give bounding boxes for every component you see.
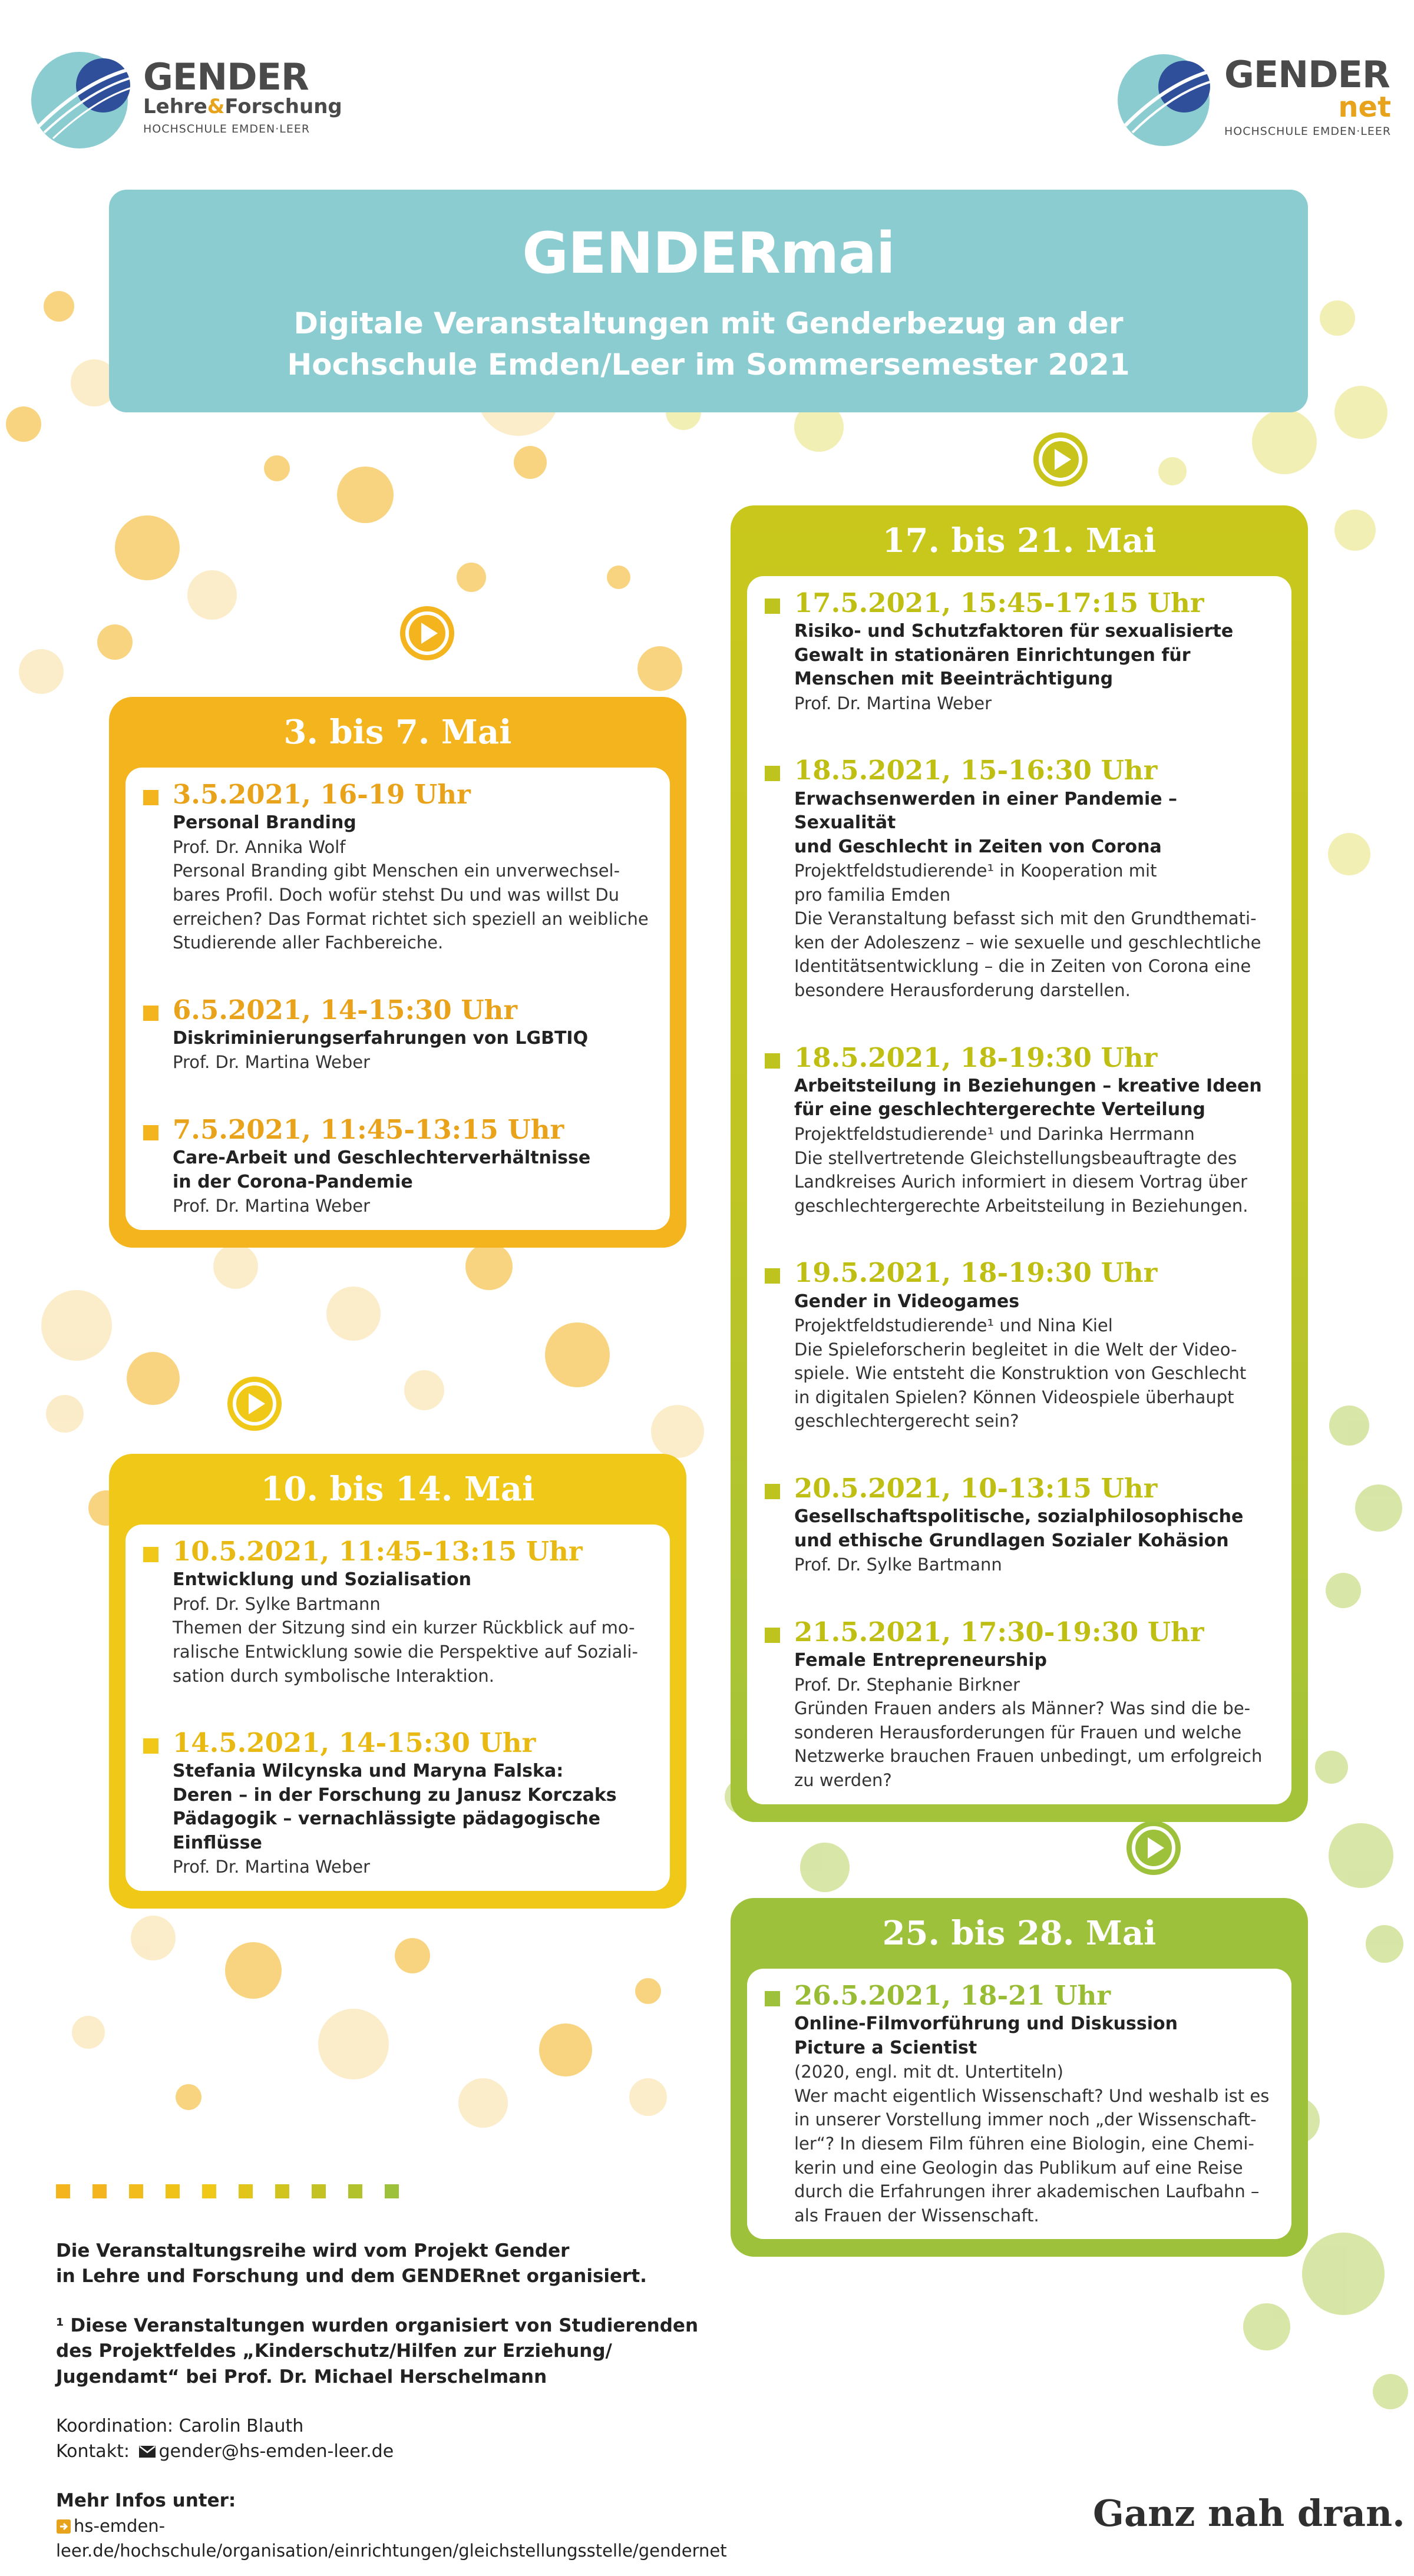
contact-line: Kontakt: gender@hs-emden-leer.de [56, 2441, 394, 2462]
coordination: Koordination: Carolin Blauth [56, 2415, 304, 2436]
logo-university: HOCHSCHULE EMDEN·LEER [143, 122, 310, 135]
event-item [765, 1616, 1274, 1793]
event-item [765, 1041, 1274, 1218]
more-info-label: Mehr Infos unter: [56, 2489, 236, 2511]
week-box-17-21-mai [731, 505, 1308, 1822]
week-box-3-7-mai [109, 697, 686, 1248]
event-description: Personal Branding gibt Menschen ein unverwechsel- bares Profil. Doch wofür stehst Du und was willst Du erreichen? Das Format richtet sich speziell an weibliche Studierende aller Fachbereiche. [173, 861, 649, 953]
bullet-square [765, 1268, 780, 1284]
week-heading: 17. bis 21. Mai [882, 521, 1157, 560]
week-box-25-28-mai [731, 1898, 1308, 2257]
gendernet-logo-mark-icon [1114, 44, 1220, 150]
event-date: 10.5.2021, 11:45-13:15 Uhr [173, 1536, 583, 1567]
event-date: 3.5.2021, 16-19 Uhr [173, 779, 471, 810]
bullet-square [143, 790, 158, 805]
bullet-square [765, 598, 780, 614]
bullet-square [143, 1125, 158, 1140]
event-description: Gründen Frauen anders als Männer? Was sind die be- sonderen Herausforderungen für Frauen und welche Netzwerke brauchen Frauen unbedingt, um erfolgreich zu werden? [794, 1698, 1263, 1790]
event-speaker: Prof. Dr. Sylke Bartmann [173, 1593, 381, 1614]
event-item [765, 587, 1274, 715]
week-heading: 3. bis 7. Mai [283, 713, 512, 752]
contact-email[interactable]: gender@hs-emden-leer.de [158, 2441, 394, 2462]
bullet-square [765, 1053, 780, 1069]
event-date: 18.5.2021, 18-19:30 Uhr [794, 1041, 1158, 1073]
event-speaker: Prof. Dr. Sylke Bartmann [794, 1555, 1002, 1575]
event-item [143, 1535, 652, 1688]
event-date: 21.5.2021, 17:30-19:30 Uhr [794, 1616, 1204, 1648]
event-item [143, 994, 652, 1074]
logo-university: HOCHSCHULE EMDEN·LEER [1224, 125, 1392, 138]
event-speaker: Prof. Dr. Annika Wolf [173, 836, 346, 857]
week-events [125, 768, 670, 1230]
event-date: 14.5.2021, 14-15:30 Uhr [173, 1727, 536, 1759]
event-item [143, 1727, 652, 1879]
event-description: (2020, engl. mit dt. Untertiteln) Wer macht eigentlich Wissenschaft? Und weshalb ist es in unserer Vorstellung immer noch „der Wissenschaft- ler“? In diesem Film führen eine Biologin, eine Chemi- kerin und eine Geologin das Publikum auf eine Reise durch die Erfahrungen ihrer akademischen Laufbahn – als Frauen der Wissenschaft. [794, 2062, 1270, 2226]
event-date: 19.5.2021, 18-19:30 Uhr [794, 1257, 1158, 1289]
event-date: 7.5.2021, 11:45-13:15 Uhr [173, 1114, 564, 1146]
event-title: Erwachsenwerden in einer Pandemie – Sexualität und Geschlecht in Zeiten von Corona [794, 788, 1178, 857]
week-events [125, 1525, 670, 1891]
event-description: Projektfeldstudierende¹ und Darinka Herrmann Die stellvertretende Gleichstellungsbeauftragte des Landkreises Aurich informiert in diesem Vortrag über geschlechtergerechte Arbeitsteilung in Beziehungen. [794, 1123, 1248, 1216]
event-title: Entwicklung und Sozialisation [173, 1569, 471, 1590]
logo-gendernet [1114, 41, 1391, 153]
footer-info [56, 2238, 763, 2563]
event-speaker: Prof. Dr. Martina Weber [173, 1196, 371, 1216]
mail-icon [138, 2445, 156, 2458]
event-title: Risiko- und Schutzfaktoren für sexualisierte Gewalt in stationären Einrichtungen für Menschen mit Beeinträchtigung [794, 621, 1234, 690]
week-box-10-14-mai [109, 1454, 686, 1909]
week-heading: 10. bis 14. Mai [260, 1470, 535, 1509]
bullet-square [143, 1738, 158, 1754]
event-title: Diskriminierungserfahrungen von LGBTIQ [173, 1027, 589, 1049]
page-title: GENDERmai [522, 220, 895, 286]
week-events [747, 576, 1291, 1804]
event-description: Projektfeldstudierende¹ und Nina Kiel Die Spieleforscherin begleitet in die Welt der Video- spiele. Wie entsteht die Konstruktion von Geschlecht in digitalen Spielen? Können Videospiele überhaupt geschlechtergerecht sein? [794, 1315, 1247, 1431]
logo-title: GENDER [143, 55, 309, 99]
event-date: 26.5.2021, 18-21 Uhr [794, 1980, 1111, 2011]
bullet-square [765, 1628, 780, 1643]
play-circle-icon[interactable] [1118, 1813, 1189, 1883]
event-item [143, 778, 652, 955]
event-title: Stefania Wilcynska und Maryna Falska: Deren – in der Forschung zu Janusz Korczaks Pädagogik – vernachlässigte pädagogische Einflüsse [173, 1761, 617, 1853]
bullet-square [143, 1547, 158, 1562]
event-title: Personal Branding [173, 812, 356, 834]
event-date: 18.5.2021, 15-16:30 Uhr [794, 755, 1158, 786]
week-events [747, 1969, 1291, 2239]
decorative-squares [56, 2184, 421, 2198]
event-title: Arbeitsteilung in Beziehungen – kreative Ideen für eine geschlechtergerechte Verteilung [794, 1075, 1262, 1120]
event-item [765, 1472, 1274, 1577]
event-title: Online-Filmvorführung und Diskussion Picture a Scientist [794, 2013, 1178, 2058]
page-header [109, 190, 1308, 412]
play-circle-icon[interactable] [1025, 424, 1096, 495]
event-date: 20.5.2021, 10-13:15 Uhr [794, 1473, 1158, 1504]
logo-subtitle: Lehre&Forschung [143, 95, 342, 119]
event-title: Female Entrepreneurship [794, 1650, 1047, 1671]
bullet-square [765, 1484, 780, 1499]
logo-title: GENDER [1224, 53, 1390, 96]
event-title: Care-Arbeit und Geschlechterverhältnisse in der Corona-Pandemie [173, 1148, 591, 1192]
event-speaker: Prof. Dr. Stephanie Birkner [794, 1674, 1020, 1695]
arrow-link-icon [56, 2519, 71, 2534]
logo-gender-lehre-forschung [27, 41, 342, 153]
slogan: Ganz nah dran. [1093, 2492, 1405, 2535]
footnote: ¹ Diese Veranstaltungen wurden organisiert von Studierenden des Projektfeldes „Kinderschutz/Hilfen zur Erziehung/ Jugendamt“ bei Prof. Dr. Michael Herschelmann [56, 2314, 699, 2387]
event-speaker: Prof. Dr. Martina Weber [173, 1857, 371, 1877]
event-date: 6.5.2021, 14-15:30 Uhr [173, 994, 518, 1026]
organizer-note: Die Veranstaltungsreihe wird vom Projekt Gender in Lehre und Forschung und dem GENDERnet organisiert. [56, 2240, 647, 2287]
logo-net-label: net [1338, 91, 1392, 124]
event-description: Themen der Sitzung sind ein kurzer Rückblick auf mo- ralische Entwicklung sowie die Perspektive auf Soziali- sation durch symbolische Interaktion. [173, 1618, 638, 1686]
event-item [765, 1256, 1274, 1433]
event-title: Gender in Videogames [794, 1291, 1020, 1312]
page-subtitle: Digitale Veranstaltungen mit Genderbezug an der Hochschule Emden/Leer im Sommersemester 2021 [287, 306, 1130, 382]
bullet-square [143, 1006, 158, 1021]
event-speaker: Prof. Dr. Martina Weber [173, 1052, 371, 1073]
bullet-square [765, 1991, 780, 2006]
event-title: Gesellschaftspolitische, sozialphilosophische und ethische Grundlagen Sozialer Kohäsion [794, 1506, 1244, 1551]
gender-logo-mark-icon [27, 44, 138, 150]
event-item [143, 1113, 652, 1218]
event-item [765, 754, 1274, 1002]
event-item [765, 1979, 1274, 2227]
play-circle-icon[interactable] [392, 598, 462, 669]
bullet-square [765, 766, 780, 781]
week-heading: 25. bis 28. Mai [882, 1914, 1157, 1953]
play-circle-icon[interactable] [219, 1368, 290, 1439]
event-speaker: Prof. Dr. Martina Weber [794, 693, 992, 713]
more-info-link[interactable]: hs-emden-leer.de/hochschule/organisation/einrichtungen/gleichstellungsstelle/gendernet [56, 2516, 727, 2561]
event-date: 17.5.2021, 15:45-17:15 Uhr [794, 587, 1204, 619]
event-description: Projektfeldstudierende¹ in Kooperation mit pro familia Emden Die Veranstaltung befasst sich mit den Grundthemati- ken der Adoleszenz – wie sexuelle und geschlechtliche Identitätsentwicklung – die in Zeiten von Corona eine besondere Herausforderung darstellen. [794, 861, 1261, 1001]
